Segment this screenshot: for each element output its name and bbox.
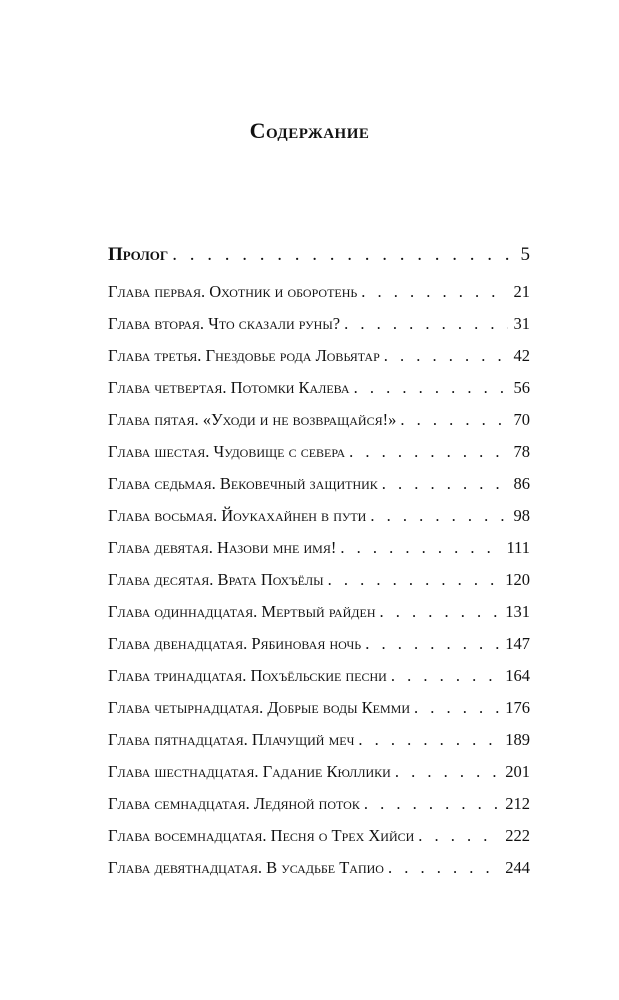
toc-entry (108, 378, 530, 410)
toc-entry-label: Глава тринадцатая. Похъёльские песни (108, 666, 387, 685)
toc-entry (108, 730, 530, 762)
toc-entry (108, 474, 530, 506)
toc-dot-leader (388, 858, 499, 878)
toc-dot-leader (354, 378, 508, 398)
toc-entry-page: 5 (520, 244, 530, 265)
toc-dot-leader (364, 794, 499, 814)
toc-entry-page: 86 (513, 474, 530, 493)
toc-entry (108, 602, 530, 634)
toc-entry-label: Глава шестнадцатая. Гадание Кюллики (108, 762, 391, 781)
toc-entry-label: Глава четвертая. Потомки Калева (108, 378, 350, 397)
toc-entry (108, 762, 530, 794)
toc-entry (108, 570, 530, 602)
toc-dot-leader (391, 666, 499, 686)
toc-entry (108, 794, 530, 826)
toc-entry-label: Глава девятая. Назови мне имя! (108, 538, 337, 557)
toc-dot-leader (370, 506, 507, 526)
toc-entry-page: 21 (513, 282, 530, 301)
toc-entry-label: Глава девятнадцатая. В усадьбе Тапио (108, 858, 384, 877)
toc-entry-label: Глава вторая. Что сказали руны? (108, 314, 341, 333)
toc-entry-label: Глава третья. Гнездовье рода Ловьятар (108, 346, 380, 365)
toc-entry-page: 164 (505, 666, 530, 685)
toc-entry-prologue (108, 244, 530, 282)
toc-entry-page: 120 (505, 570, 530, 589)
toc-entry-page: 70 (513, 410, 530, 429)
toc-dot-leader (328, 570, 500, 590)
toc-entry-label: Глава пятая. «Уходи и не возвращайся!» (108, 410, 397, 429)
toc-entry-label: Глава одиннадцатая. Мертвый райден (108, 602, 376, 621)
toc-dot-leader (349, 442, 507, 462)
toc-entry-label: Глава пятнадцатая. Плачущий меч (108, 730, 355, 749)
toc-entry-label: Глава шестая. Чудовище с севера (108, 442, 346, 461)
toc-entry (108, 538, 530, 570)
toc-dot-leader (344, 314, 507, 334)
toc-dot-leader (414, 698, 499, 718)
toc-entry-page: 98 (513, 506, 530, 525)
toc-dot-leader (382, 474, 508, 494)
toc-entry-label: Глава восемнадцатая. Песня о Трех Хийси (108, 826, 415, 845)
toc-entry-label: Глава первая. Охотник и оборотень (108, 282, 358, 301)
toc-dot-leader (358, 730, 499, 750)
toc-dot-leader (172, 244, 514, 266)
toc-entry-label: Глава семнадцатая. Ледяной поток (108, 794, 360, 813)
toc-dot-leader (395, 762, 499, 782)
toc-entry (108, 346, 530, 378)
toc-entry (108, 698, 530, 730)
toc-entry (108, 666, 530, 698)
toc-entry (108, 314, 530, 346)
toc-entry-page: 131 (505, 602, 530, 621)
toc-dot-leader (400, 410, 507, 430)
toc-entry (108, 506, 530, 538)
toc-entry (108, 826, 530, 858)
toc-entry-page: 56 (513, 378, 530, 397)
toc-dot-leader (384, 346, 508, 366)
toc-entry-label: Глава двенадцатая. Рябиновая ночь (108, 634, 362, 653)
toc-entry-page: 212 (505, 794, 530, 813)
toc-entry (108, 410, 530, 442)
toc-entry-label: Пролог (108, 244, 169, 265)
toc-entry-label: Глава седьмая. Вековечный защитник (108, 474, 378, 493)
toc-entry (108, 282, 530, 314)
toc-dot-leader (365, 634, 499, 654)
toc-entry (108, 858, 530, 890)
toc-entry-page: 42 (513, 346, 530, 365)
toc-entry-page: 111 (506, 538, 530, 557)
toc-entry-page: 189 (505, 730, 530, 749)
toc-dot-leader (340, 538, 500, 558)
toc-entry-label: Глава десятая. Врата Похъёлы (108, 570, 324, 589)
toc-entry-page: 244 (505, 858, 530, 877)
toc-entry (108, 442, 530, 474)
toc-entry-label: Глава восьмая. Йоукахайнен в пути (108, 506, 367, 525)
toc-dot-leader (418, 826, 499, 846)
toc-entry (108, 634, 530, 666)
toc-entry-page: 201 (505, 762, 530, 781)
toc-entry-page: 31 (513, 314, 530, 333)
toc-entry-page: 176 (505, 698, 530, 717)
toc-dot-leader (379, 602, 499, 622)
toc-entry-page: 147 (505, 634, 530, 653)
toc-entry-label: Глава четырнадцатая. Добрые воды Кемми (108, 698, 411, 717)
page-title: Содержание (249, 118, 370, 143)
toc-dot-leader (361, 282, 507, 302)
toc-entry-page: 78 (513, 442, 530, 461)
toc-entry-page: 222 (505, 826, 530, 845)
table-of-contents (108, 244, 530, 890)
